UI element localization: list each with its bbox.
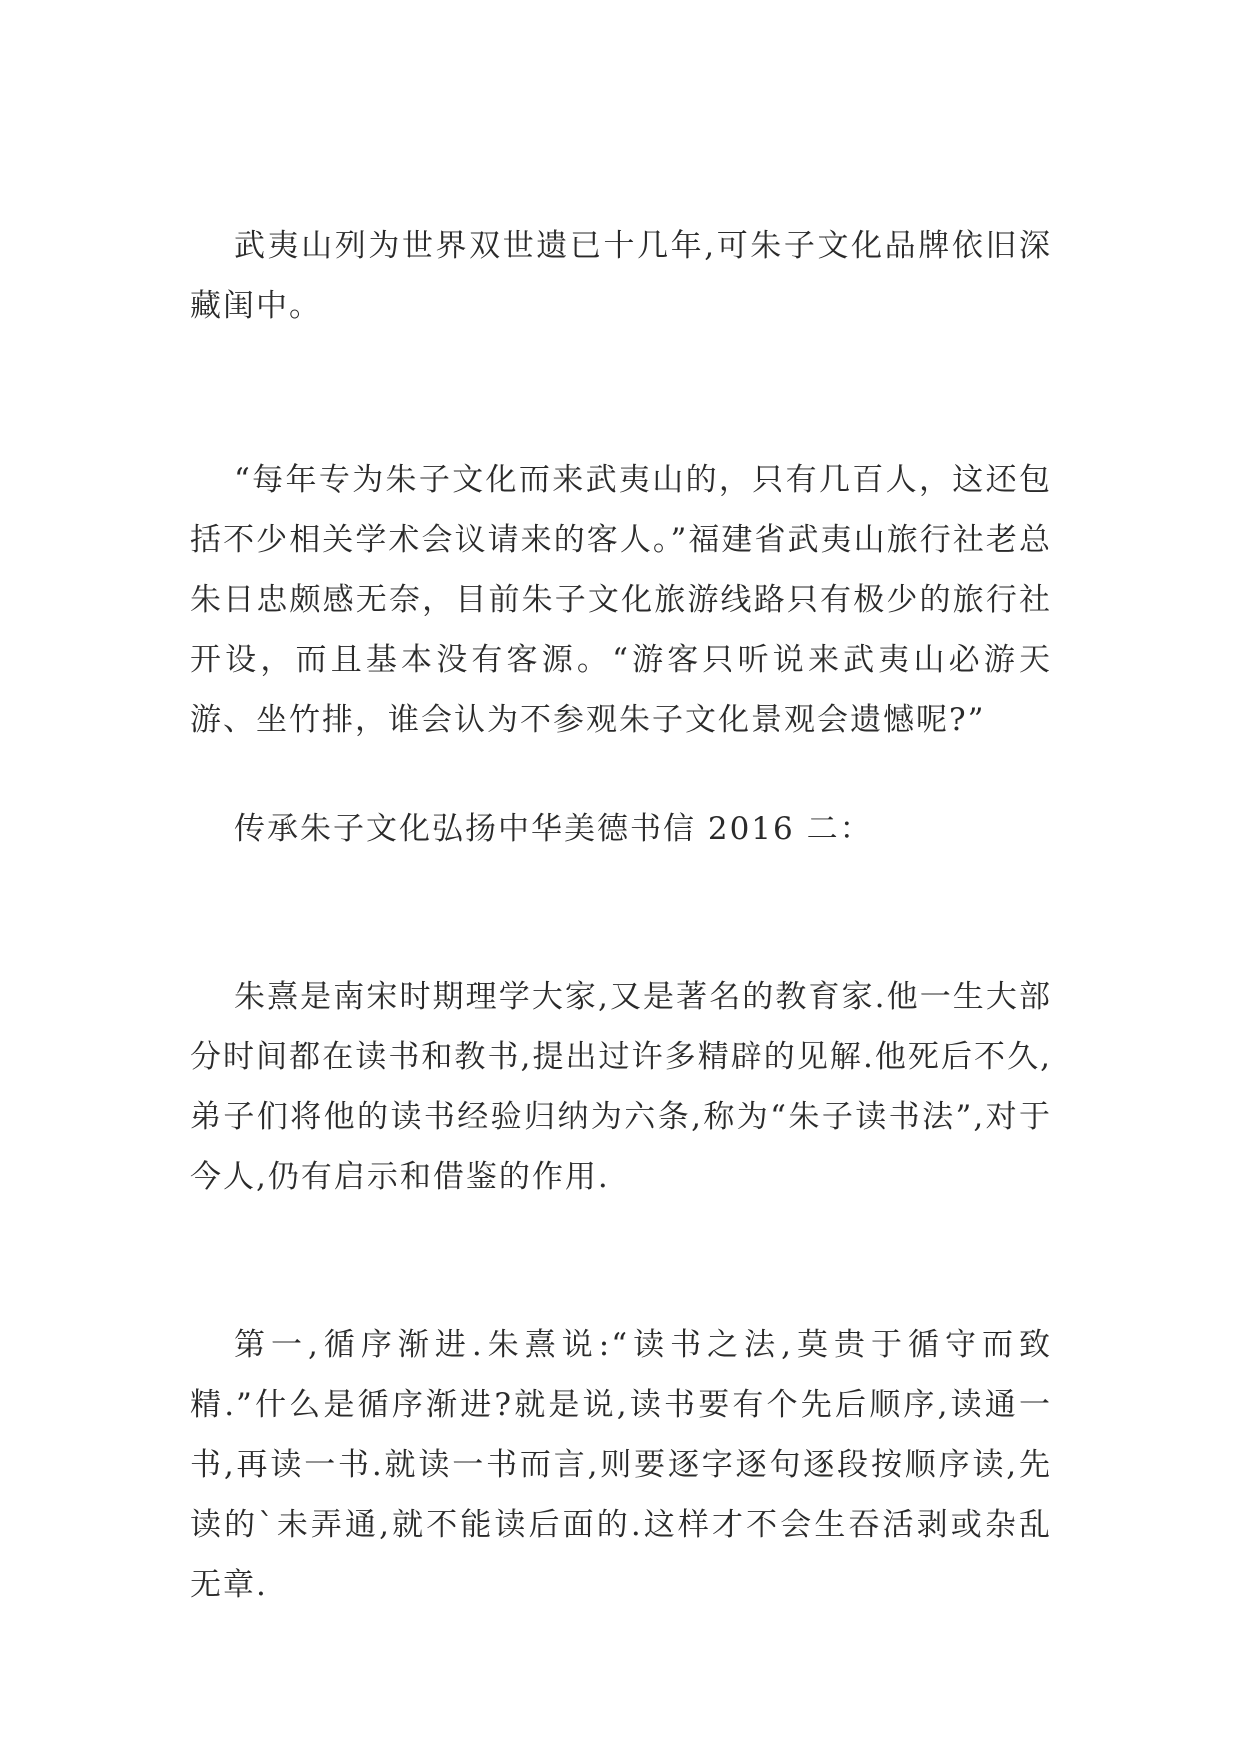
paragraph-zhuxi-intro: 朱熹是南宋时期理学大家,又是著名的教育家.他一生大部分时间都在读书和教书,提出过许多精辟的见解.他死后不久,弟子们将他的读书经验归纳为六条,称为“朱子读书法”,对于今人,仍有启示和借鉴的作用. (190, 979, 1052, 1195)
paragraph-reading-method-1: 第一,循序渐进.朱熹说:“读书之法,莫贵于循守而致精.”什么是循序渐进?就是说,读书要有个先后顺序,读通一书,再读一书.就读一书而言,则要逐字逐句逐段按顺序读,先读的`未弄通,就不能读后面的.这样才不会生吞活剥或杂乱无章. (190, 1327, 1052, 1603)
paragraph-travel-agency-quote: “每年专为朱子文化而来武夷山的，只有几百人，这还包括不少相关学术会议请来的客人。”福建省武夷山旅行社老总朱日忠颇感无奈，目前朱子文化旅游线路只有极少的旅行社开设，而且基本没有客源。“游客只听说来武夷山必游天游、坐竹排，谁会认为不参观朱子文化景观会遗憾呢?” (190, 462, 1052, 738)
section-heading: 传承朱子文化弘扬中华美德书信 2016 二： (234, 811, 873, 847)
paragraph-wuyishan-heritage: 武夷山列为世界双世遗已十几年,可朱子文化品牌依旧深藏闺中。 (190, 228, 1052, 324)
